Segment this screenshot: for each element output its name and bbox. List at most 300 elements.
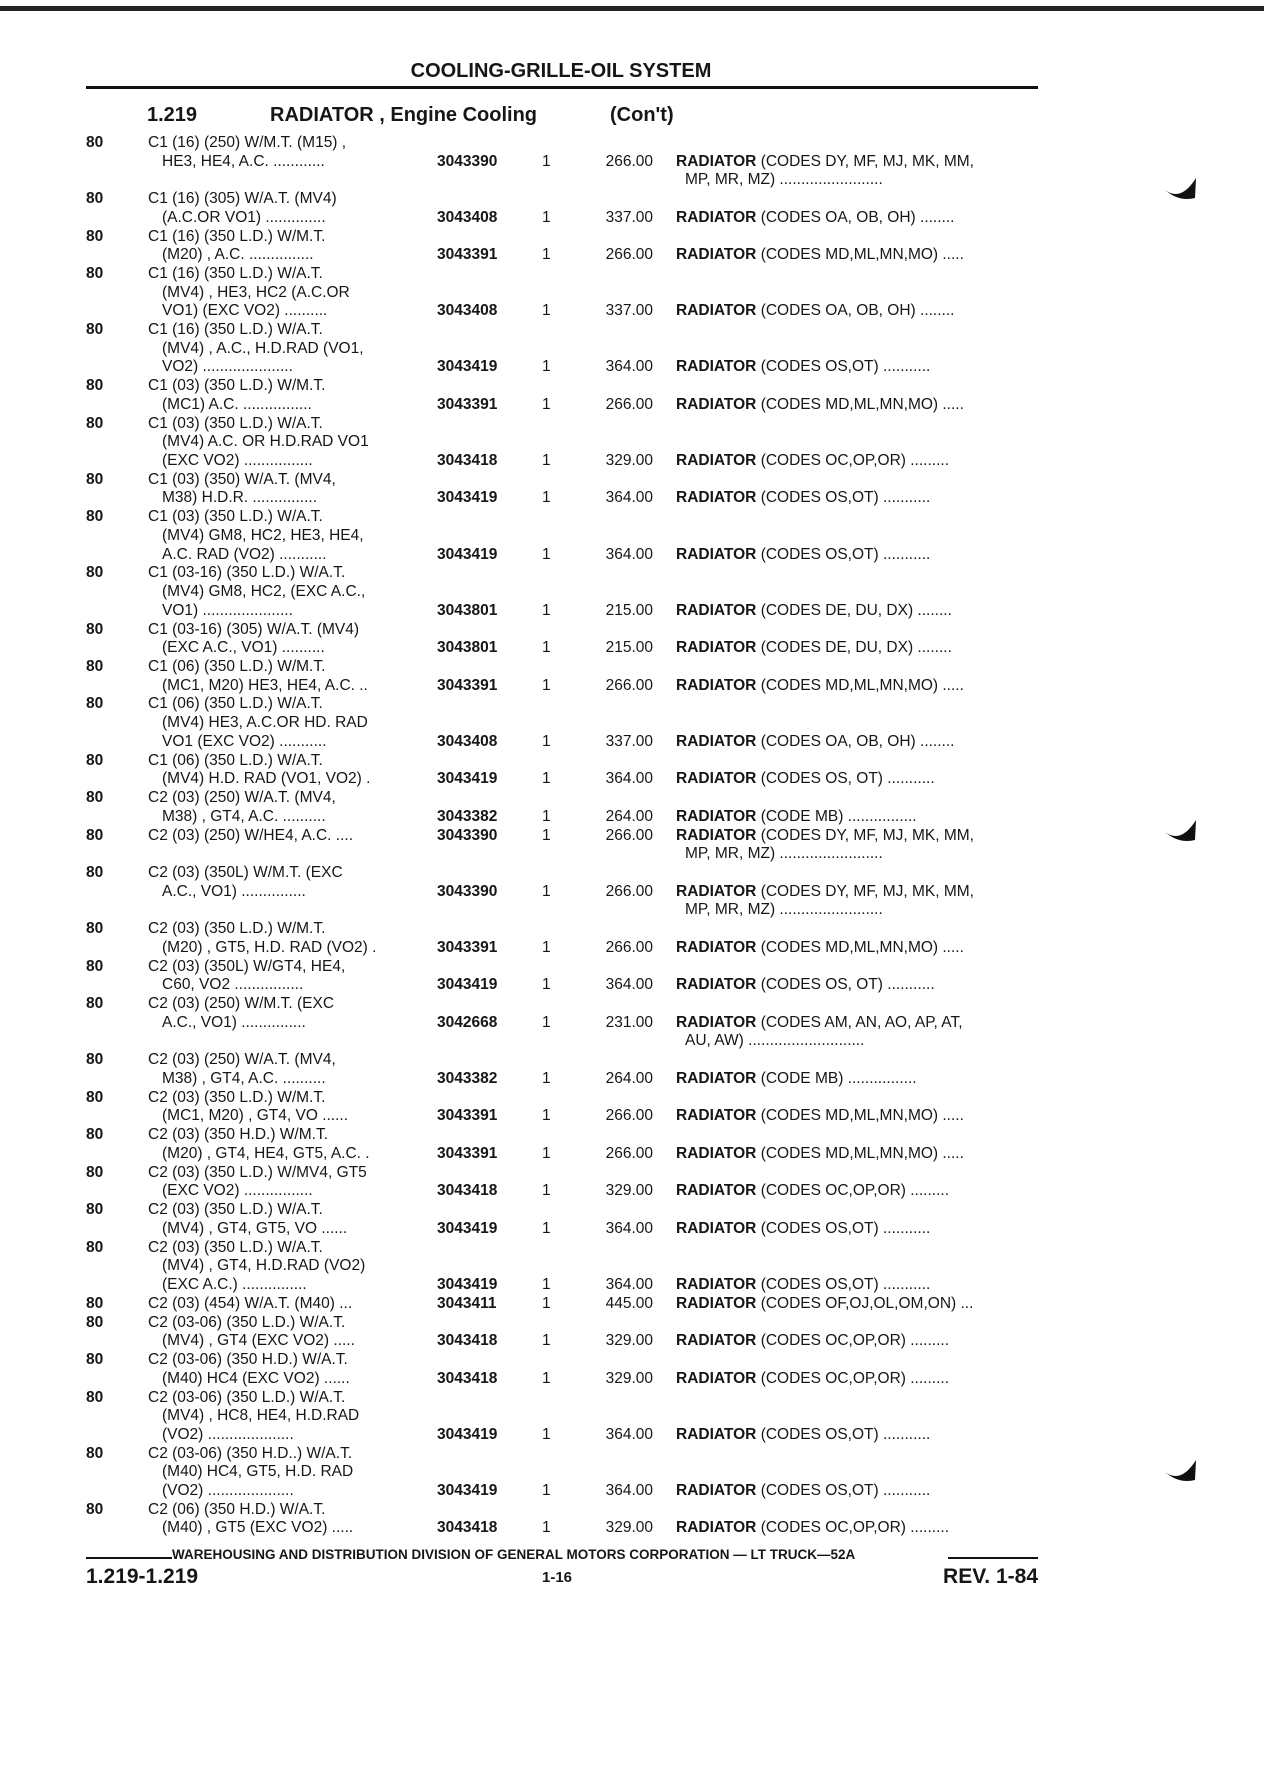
part-codes: (CODES MD,ML,MN,MO) ..... xyxy=(760,395,964,413)
list-item xyxy=(0,564,1264,620)
part-name-label: RADIATOR xyxy=(676,1332,757,1350)
part-codes: (CODES MD,ML,MN,MO) ..... xyxy=(760,246,964,264)
price: 364.00 xyxy=(605,1275,653,1293)
part-name xyxy=(676,1332,949,1351)
part-name-label: RADIATOR xyxy=(676,1219,757,1237)
description-line: C1 (06) (350 L.D.) W/A.T. xyxy=(148,751,323,769)
description-line: C1 (03) (350) W/A.T. (MV4, xyxy=(148,470,336,488)
part-number: 3043391 xyxy=(437,246,498,264)
application-description xyxy=(148,1051,418,1088)
unit-count: 1 xyxy=(542,208,551,226)
part-number: 3043419 xyxy=(437,1481,498,1499)
application-description xyxy=(148,789,418,826)
part-name-label: RADIATOR xyxy=(676,1294,757,1312)
list-item xyxy=(0,377,1264,414)
list-item xyxy=(0,415,1264,471)
list-item xyxy=(0,1164,1264,1201)
description-line: (MV4) , GT4 (EXC VO2) ..... xyxy=(162,1332,355,1350)
part-name-label: RADIATOR xyxy=(676,152,757,170)
unit-count: 1 xyxy=(542,676,551,694)
application-description xyxy=(148,658,418,695)
unit-count: 1 xyxy=(542,1275,551,1293)
part-codes: (CODES DY, MF, MJ, MK, MM, xyxy=(760,826,974,844)
description-line: (A.C.OR VO1) .............. xyxy=(162,208,326,226)
list-item xyxy=(0,321,1264,377)
part-codes-continued: MP, MR, MZ) ........................ xyxy=(685,845,883,863)
section-name: RADIATOR , Engine Cooling xyxy=(270,104,538,126)
application-description xyxy=(148,958,418,995)
part-codes: (CODES DE, DU, DX) ........ xyxy=(760,639,952,657)
application-description xyxy=(148,1389,418,1445)
application-description xyxy=(148,1164,418,1201)
part-name xyxy=(676,546,930,565)
part-name-label: RADIATOR xyxy=(676,1182,757,1200)
quantity: 80 xyxy=(86,265,104,283)
description-line: VO1) ..................... xyxy=(162,601,293,619)
unit-count: 1 xyxy=(542,1219,551,1237)
description-line: C1 (03) (350 L.D.) W/A.T. xyxy=(148,508,323,526)
part-name xyxy=(676,1070,917,1089)
application-description xyxy=(148,1126,418,1163)
list-item xyxy=(0,1126,1264,1163)
list-item xyxy=(0,695,1264,751)
description-line: C1 (16) (350 L.D.) W/M.T. xyxy=(148,227,326,245)
quantity: 80 xyxy=(86,190,104,208)
unit-count: 1 xyxy=(542,601,551,619)
description-line: (MC1) A.C. ................ xyxy=(162,395,312,413)
part-name-label: RADIATOR xyxy=(676,1519,757,1537)
application-description xyxy=(148,508,418,564)
unit-count: 1 xyxy=(542,1107,551,1125)
footer-revision: REV. 1-84 xyxy=(943,1565,1038,1588)
application-description xyxy=(148,864,418,901)
description-line: (M20) , A.C. ............... xyxy=(162,246,314,264)
section-continued: (Con't) xyxy=(610,104,674,126)
part-name xyxy=(676,939,964,958)
unit-count: 1 xyxy=(542,395,551,413)
price: 264.00 xyxy=(605,807,653,825)
description-line: (EXC VO2) ................ xyxy=(162,1182,313,1200)
description-line: C2 (03-06) (350 H.D..) W/A.T. xyxy=(148,1444,353,1462)
list-item xyxy=(0,1051,1264,1088)
price: 329.00 xyxy=(605,1519,653,1537)
part-name-label: RADIATOR xyxy=(676,1425,757,1443)
list-item xyxy=(0,789,1264,826)
part-number: 3043419 xyxy=(437,358,498,376)
part-number: 3043391 xyxy=(437,676,498,694)
description-line: C2 (03) (250) W/HE4, A.C. .... xyxy=(148,826,354,844)
price: 231.00 xyxy=(605,1013,653,1031)
unit-count: 1 xyxy=(542,545,551,563)
application-description xyxy=(148,377,418,414)
description-line: (MV4) , GT4, H.D.RAD (VO2) xyxy=(162,1257,366,1275)
description-line: C2 (03) (250) W/A.T. (MV4, xyxy=(148,1051,336,1069)
top-border xyxy=(0,6,1264,11)
price: 364.00 xyxy=(605,976,653,994)
description-line: C2 (03) (350 L.D.) W/M.T. xyxy=(148,1088,326,1106)
part-codes: (CODES OC,OP,OR) ......... xyxy=(760,1182,950,1200)
application-description xyxy=(148,621,418,658)
description-line: C2 (03-06) (350 L.D.) W/A.T. xyxy=(148,1388,346,1406)
description-line: (EXC VO2) ................ xyxy=(162,451,313,469)
description-line: (M40) HC4, GT5, H.D. RAD xyxy=(162,1463,354,1481)
price: 445.00 xyxy=(605,1294,653,1312)
description-line: VO1) (EXC VO2) .......... xyxy=(162,302,328,320)
part-number: 3043390 xyxy=(437,882,498,900)
application-description xyxy=(148,564,418,620)
part-name xyxy=(676,396,964,415)
price: 337.00 xyxy=(605,208,653,226)
unit-count: 1 xyxy=(542,770,551,788)
part-codes: (CODES OS,OT) ........... xyxy=(760,1219,931,1237)
quantity: 80 xyxy=(86,1088,104,1106)
description-line: C2 (03) (350 L.D.) W/M.T. xyxy=(148,920,326,938)
unit-count: 1 xyxy=(542,807,551,825)
quantity: 80 xyxy=(86,1500,104,1518)
unit-count: 1 xyxy=(542,1182,551,1200)
quantity: 80 xyxy=(86,957,104,975)
unit-count: 1 xyxy=(542,302,551,320)
part-name-label: RADIATOR xyxy=(676,395,757,413)
quantity: 80 xyxy=(86,1201,104,1219)
quantity: 80 xyxy=(86,620,104,638)
list-item xyxy=(0,1501,1264,1538)
part-codes-continued: AU, AW) ........................... xyxy=(685,1032,865,1050)
part-name xyxy=(676,153,974,190)
quantity: 80 xyxy=(86,657,104,675)
unit-count: 1 xyxy=(542,639,551,657)
price: 215.00 xyxy=(605,639,653,657)
footer-distribution: WAREHOUSING AND DISTRIBUTION DIVISION OF GENERAL MOTORS CORPORATION — LT TRUCK—52A xyxy=(172,1547,856,1562)
description-line: (M40) , GT5 (EXC VO2) ..... xyxy=(162,1519,354,1537)
part-codes: (CODE MB) ................ xyxy=(760,807,917,825)
description-line: (MV4) A.C. OR H.D.RAD VO1 xyxy=(162,433,369,451)
part-name-label: RADIATOR xyxy=(676,1107,757,1125)
description-line: C2 (03) (250) W/A.T. (MV4, xyxy=(148,789,336,807)
binder-hole-icon xyxy=(1163,1458,1197,1484)
description-line: C1 (16) (350 L.D.) W/A.T. xyxy=(148,321,323,339)
part-number: 3043390 xyxy=(437,152,498,170)
part-name-label: RADIATOR xyxy=(676,545,757,563)
part-name xyxy=(676,1014,963,1051)
quantity: 80 xyxy=(86,864,104,882)
list-item xyxy=(0,958,1264,995)
part-number: 3043419 xyxy=(437,1275,498,1293)
part-name xyxy=(676,1426,930,1445)
unit-count: 1 xyxy=(542,1519,551,1537)
quantity: 80 xyxy=(86,920,104,938)
application-description xyxy=(148,321,418,377)
description-line: C1 (03) (350 L.D.) W/A.T. xyxy=(148,414,323,432)
footer-rule-right xyxy=(948,1557,1038,1559)
parts-list xyxy=(0,134,1264,1538)
part-name-label: RADIATOR xyxy=(676,358,757,376)
application-description xyxy=(148,471,418,508)
part-name-label: RADIATOR xyxy=(676,451,757,469)
part-number: 3043391 xyxy=(437,395,498,413)
part-number: 3042668 xyxy=(437,1013,498,1031)
part-number: 3043419 xyxy=(437,545,498,563)
application-description xyxy=(148,1239,418,1295)
list-item xyxy=(0,864,1264,920)
description-line: (VO2) .................... xyxy=(162,1425,294,1443)
quantity: 80 xyxy=(86,470,104,488)
list-item xyxy=(0,471,1264,508)
part-number: 3043801 xyxy=(437,639,498,657)
part-codes: (CODES MD,ML,MN,MO) ..... xyxy=(760,938,964,956)
application-description xyxy=(148,920,418,957)
unit-count: 1 xyxy=(542,1069,551,1087)
description-line: (EXC A.C.) ............... xyxy=(162,1275,307,1293)
part-codes: (CODES DY, MF, MJ, MK, MM, xyxy=(760,152,974,170)
description-line: M38) , GT4, A.C. .......... xyxy=(162,1069,326,1087)
price: 364.00 xyxy=(605,1481,653,1499)
part-codes: (CODES OS,OT) ........... xyxy=(760,489,931,507)
quantity: 80 xyxy=(86,377,104,395)
part-codes: (CODES OS,OT) ........... xyxy=(760,358,931,376)
part-name xyxy=(676,677,964,696)
part-number: 3043408 xyxy=(437,208,498,226)
quantity: 80 xyxy=(86,1313,104,1331)
page-title: COOLING-GRILLE-OIL SYSTEM xyxy=(410,60,712,82)
description-line: C2 (03-06) (350 L.D.) W/A.T. xyxy=(148,1313,346,1331)
unit-count: 1 xyxy=(542,1369,551,1387)
price: 215.00 xyxy=(605,601,653,619)
application-description xyxy=(148,1295,418,1314)
part-name xyxy=(676,1182,949,1201)
part-codes: (CODES DY, MF, MJ, MK, MM, xyxy=(760,882,974,900)
part-name xyxy=(676,452,949,471)
part-name xyxy=(676,733,954,752)
price: 266.00 xyxy=(605,395,653,413)
description-line: C2 (06) (350 H.D.) W/A.T. xyxy=(148,1500,326,1518)
description-line: C2 (03) (350 L.D.) W/MV4, GT5 xyxy=(148,1163,367,1181)
part-number: 3043391 xyxy=(437,938,498,956)
description-line: C2 (03) (250) W/M.T. (EXC xyxy=(148,995,335,1013)
list-item xyxy=(0,1201,1264,1238)
part-name-label: RADIATOR xyxy=(676,1481,757,1499)
part-name-label: RADIATOR xyxy=(676,246,757,264)
part-codes: (CODES OA, OB, OH) ........ xyxy=(760,302,955,320)
price: 329.00 xyxy=(605,1369,653,1387)
part-number: 3043411 xyxy=(437,1294,497,1312)
price: 364.00 xyxy=(605,770,653,788)
section-number: 1.219 xyxy=(147,104,198,126)
part-codes: (CODES OC,OP,OR) ......... xyxy=(760,451,950,469)
description-line: M38) , GT4, A.C. .......... xyxy=(162,807,326,825)
quantity: 80 xyxy=(86,227,104,245)
quantity: 80 xyxy=(86,1126,104,1144)
quantity: 80 xyxy=(86,134,104,151)
list-item xyxy=(0,920,1264,957)
part-codes: (CODES MD,ML,MN,MO) ..... xyxy=(760,676,964,694)
part-codes: (CODES MD,ML,MN,MO) ..... xyxy=(760,1144,964,1162)
unit-count: 1 xyxy=(542,938,551,956)
description-line: (MV4) , HC8, HE4, H.D.RAD xyxy=(162,1407,360,1425)
application-description xyxy=(148,995,418,1032)
part-number: 3043419 xyxy=(437,770,498,788)
price: 266.00 xyxy=(605,826,653,844)
application-description xyxy=(148,752,418,789)
part-name-label: RADIATOR xyxy=(676,732,757,750)
part-number: 3043419 xyxy=(437,1425,498,1443)
price: 266.00 xyxy=(605,246,653,264)
description-line: C2 (03-06) (350 H.D.) W/A.T. xyxy=(148,1351,348,1369)
part-codes-continued: MP, MR, MZ) ........................ xyxy=(685,901,883,919)
description-line: C1 (06) (350 L.D.) W/A.T. xyxy=(148,695,323,713)
part-number: 3043419 xyxy=(437,489,498,507)
application-description xyxy=(148,415,418,471)
part-number: 3043408 xyxy=(437,732,498,750)
part-number: 3043391 xyxy=(437,1107,498,1125)
price: 337.00 xyxy=(605,732,653,750)
part-name xyxy=(676,976,935,995)
description-line: C1 (16) (305) W/A.T. (MV4) xyxy=(148,190,337,208)
part-codes: (CODE MB) ................ xyxy=(760,1069,917,1087)
description-line: C1 (03-16) (350 L.D.) W/A.T. xyxy=(148,564,346,582)
part-codes: (CODES OA, OB, OH) ........ xyxy=(760,732,955,750)
unit-count: 1 xyxy=(542,976,551,994)
unit-count: 1 xyxy=(542,1013,551,1031)
part-codes: (CODES OS,OT) ........... xyxy=(760,1275,931,1293)
description-line: C2 (03) (454) W/A.T. (M40) ... xyxy=(148,1294,353,1312)
description-line: C2 (03) (350L) W/GT4, HE4, xyxy=(148,957,346,975)
unit-count: 1 xyxy=(542,732,551,750)
part-name xyxy=(676,827,974,864)
part-name-label: RADIATOR xyxy=(676,1275,757,1293)
part-codes: (CODES OA, OB, OH) ........ xyxy=(760,208,955,226)
list-item xyxy=(0,1389,1264,1445)
quantity: 80 xyxy=(86,321,104,339)
part-codes: (CODES OF,OJ,OL,OM,ON) ... xyxy=(760,1294,974,1312)
footer-rule-left xyxy=(86,1557,172,1559)
quantity: 80 xyxy=(86,1163,104,1181)
part-codes: (CODES OS,OT) ........... xyxy=(760,545,931,563)
application-description xyxy=(148,1201,418,1238)
part-name xyxy=(676,602,952,621)
list-item xyxy=(0,228,1264,265)
part-name xyxy=(676,770,935,789)
price: 364.00 xyxy=(605,358,653,376)
price: 337.00 xyxy=(605,302,653,320)
part-number: 3043390 xyxy=(437,826,498,844)
part-number: 3043391 xyxy=(437,1144,498,1162)
part-codes: (CODES AM, AN, AO, AP, AT, xyxy=(760,1013,963,1031)
part-number: 3043419 xyxy=(437,1219,498,1237)
list-item xyxy=(0,265,1264,321)
price: 266.00 xyxy=(605,676,653,694)
part-name-label: RADIATOR xyxy=(676,1369,757,1387)
quantity: 80 xyxy=(86,789,104,807)
price: 266.00 xyxy=(605,1144,653,1162)
list-item xyxy=(0,508,1264,564)
part-name-label: RADIATOR xyxy=(676,489,757,507)
description-line: (MV4) GM8, HC2, (EXC A.C., xyxy=(162,583,366,600)
part-name-label: RADIATOR xyxy=(676,676,757,694)
quantity: 80 xyxy=(86,414,104,432)
part-number: 3043382 xyxy=(437,1069,498,1087)
list-item xyxy=(0,658,1264,695)
description-line: VO2) ..................... xyxy=(162,358,293,376)
description-line: (MV4) HE3, A.C.OR HD. RAD xyxy=(162,714,368,732)
list-item xyxy=(0,827,1264,864)
quantity: 80 xyxy=(86,995,104,1013)
part-codes: (CODES OC,OP,OR) ......... xyxy=(760,1332,950,1350)
list-item xyxy=(0,1295,1264,1314)
description-line: (MV4) H.D. RAD (VO1, VO2) . xyxy=(162,770,371,788)
application-description xyxy=(148,1501,418,1538)
description-line: C1 (06) (350 L.D.) W/M.T. xyxy=(148,657,326,675)
price: 329.00 xyxy=(605,1182,653,1200)
part-name xyxy=(676,1145,964,1164)
part-name xyxy=(676,489,930,508)
part-codes: (CODES OS,OT) ........... xyxy=(760,1425,931,1443)
part-number: 3043419 xyxy=(437,976,498,994)
quantity: 80 xyxy=(86,508,104,526)
binder-hole-icon xyxy=(1163,176,1197,202)
part-codes: (CODES OS, OT) ........... xyxy=(760,770,935,788)
description-line: (M40) HC4 (EXC VO2) ...... xyxy=(162,1369,350,1387)
quantity: 80 xyxy=(86,695,104,713)
quantity: 80 xyxy=(86,751,104,769)
quantity: 80 xyxy=(86,1388,104,1406)
list-item xyxy=(0,1089,1264,1126)
part-name xyxy=(676,1482,930,1501)
list-item xyxy=(0,621,1264,658)
description-line: C60, VO2 ................ xyxy=(162,976,304,994)
part-name xyxy=(676,639,952,658)
part-number: 3043408 xyxy=(437,302,498,320)
description-line: (M20) , GT5, H.D. RAD (VO2) . xyxy=(162,938,377,956)
part-name xyxy=(676,1107,964,1126)
part-codes: (CODES MD,ML,MN,MO) ..... xyxy=(760,1107,964,1125)
price: 266.00 xyxy=(605,938,653,956)
description-line: (MC1, M20) HE3, HE4, A.C. .. xyxy=(162,676,368,694)
part-name-label: RADIATOR xyxy=(676,302,757,320)
list-item xyxy=(0,1239,1264,1295)
unit-count: 1 xyxy=(542,826,551,844)
description-line: HE3, HE4, A.C. ............ xyxy=(162,152,325,170)
price: 364.00 xyxy=(605,1219,653,1237)
unit-count: 1 xyxy=(542,1144,551,1162)
part-name-label: RADIATOR xyxy=(676,976,757,994)
description-line: C2 (03) (350 L.D.) W/A.T. xyxy=(148,1201,323,1219)
description-line: M38) H.D.R. ............... xyxy=(162,489,318,507)
application-description xyxy=(148,695,418,751)
page-footer xyxy=(86,1545,1038,1591)
list-item xyxy=(0,1351,1264,1388)
unit-count: 1 xyxy=(542,451,551,469)
part-name xyxy=(676,302,954,321)
quantity: 80 xyxy=(86,1444,104,1462)
price: 266.00 xyxy=(605,152,653,170)
application-description xyxy=(148,1314,418,1351)
part-name xyxy=(676,1220,930,1239)
part-number: 3043801 xyxy=(437,601,498,619)
part-name-label: RADIATOR xyxy=(676,639,757,657)
part-number: 3043418 xyxy=(437,1519,498,1537)
price: 364.00 xyxy=(605,489,653,507)
part-number: 3043418 xyxy=(437,1369,498,1387)
quantity: 80 xyxy=(86,1351,104,1369)
unit-count: 1 xyxy=(542,1332,551,1350)
unit-count: 1 xyxy=(542,1425,551,1443)
part-name-label: RADIATOR xyxy=(676,208,757,226)
unit-count: 1 xyxy=(542,1481,551,1499)
description-line: A.C., VO1) ............... xyxy=(162,1013,306,1031)
description-line: (MV4) , GT4, GT5, VO ...... xyxy=(162,1219,348,1237)
unit-count: 1 xyxy=(542,246,551,264)
